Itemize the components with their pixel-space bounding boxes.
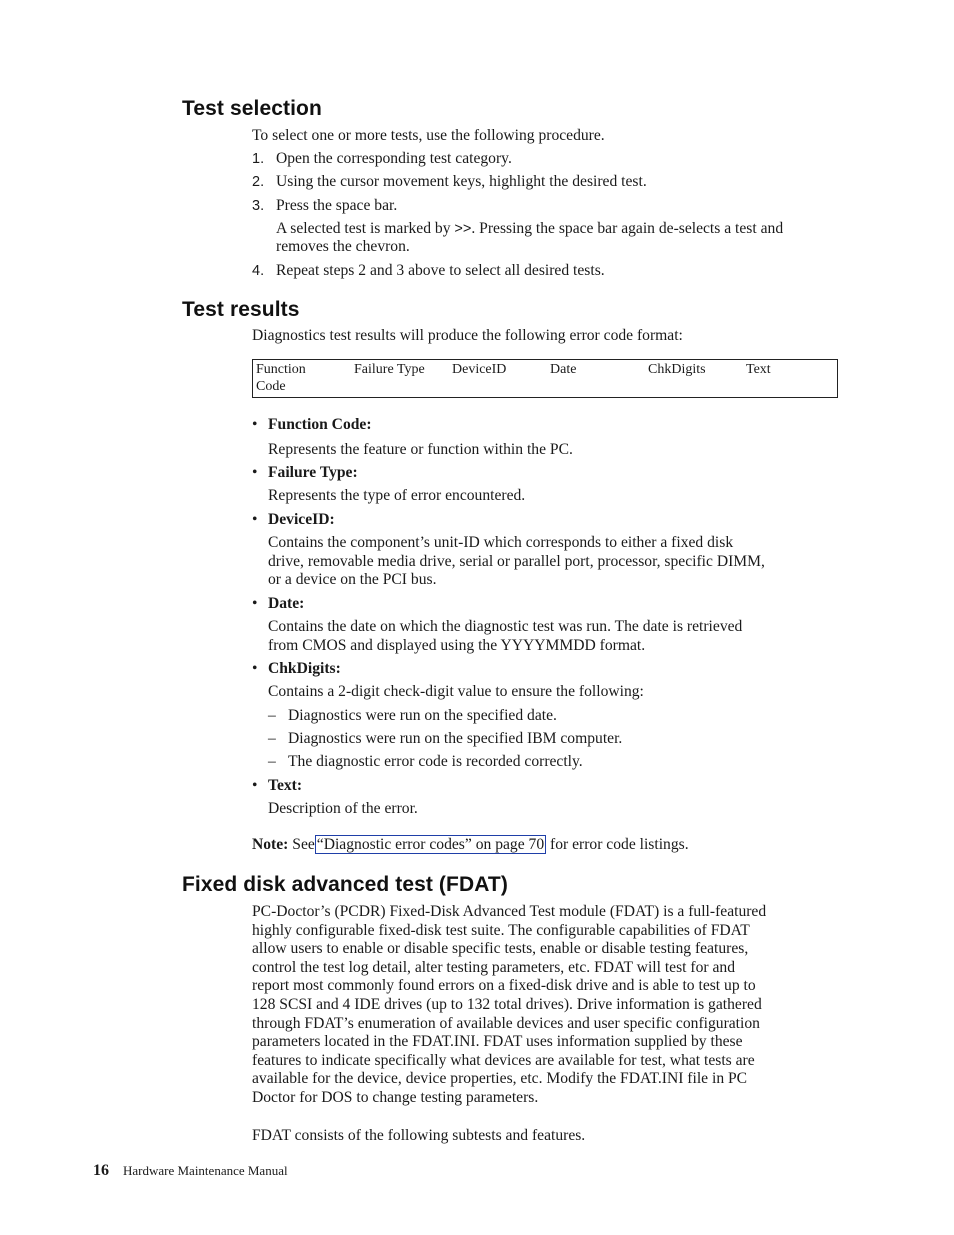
bullet-icon: • xyxy=(252,777,258,794)
desc-line: Contains the component’s unit-ID which corresponds to either a fixed disk xyxy=(268,534,734,551)
bullet-term: Date: xyxy=(268,595,305,612)
bullet-icon: • xyxy=(252,416,258,433)
test-selection-body xyxy=(252,127,832,285)
diagnostic-error-codes-link[interactable]: “Diagnostic error codes” on page 70 xyxy=(316,836,545,853)
fdat-paragraph xyxy=(252,903,832,1108)
bullet-desc xyxy=(268,534,833,590)
page-number: 16 xyxy=(93,1162,109,1179)
bullet-desc xyxy=(268,618,833,655)
heading-fdat: Fixed disk advanced test (FDAT) xyxy=(182,873,508,896)
step-text: Repeat steps 2 and 3 above to select all desired tests. xyxy=(276,261,605,279)
format-col-function-code xyxy=(256,361,306,395)
format-col-function-code-line2: Code xyxy=(256,379,286,394)
desc-line: from CMOS and displayed using the YYYYMMDD format. xyxy=(268,636,646,654)
bullet-icon: • xyxy=(252,595,258,612)
step-item xyxy=(252,173,832,192)
fdat-line: report most commonly found errors on a fixed-disk drive and is able to test up to xyxy=(252,977,756,995)
fdat-line: available for the device, device properties, etc. Modify the FDAT.INI file in PC xyxy=(252,1070,748,1088)
format-col-chkdigits: ChkDigits xyxy=(648,362,706,377)
page-footer xyxy=(93,1162,288,1180)
step-item xyxy=(252,150,832,169)
step-3-detail xyxy=(276,220,832,257)
fdat-line: features to indicate specifically what devices are available for test, what tests are xyxy=(252,1051,755,1069)
dash-text: Diagnostics were run on the specified IBM computer. xyxy=(288,730,623,747)
step-3-detail-end: . Pressing the space bar again de-selects a test and removes the chevron. xyxy=(276,219,784,256)
fdat-line: highly configurable fixed-disk test suite. The configurable capabilities of FDAT xyxy=(252,921,750,939)
bullet-desc: Description of the error. xyxy=(268,800,418,817)
dash-icon: – xyxy=(268,753,276,770)
heading-test-results: Test results xyxy=(182,298,300,321)
desc-line: Contains the date on which the diagnostic test was run. The date is retrieved xyxy=(268,618,743,635)
test-selection-intro: To select one or more tests, use the following procedure. xyxy=(252,127,605,144)
dash-text: The diagnostic error code is recorded correctly. xyxy=(288,753,583,770)
bullet-term: Text: xyxy=(268,777,303,794)
bullet-icon: • xyxy=(252,511,258,528)
step-number: 2. xyxy=(252,174,265,191)
fdat-paragraph-2: FDAT consists of the following subtests and features. xyxy=(252,1127,586,1144)
bullet-term: Function Code: xyxy=(268,416,372,433)
bullet-icon: • xyxy=(252,464,258,481)
test-results-intro: Diagnostics test results will produce the following error code format: xyxy=(252,327,683,344)
fdat-line: through FDAT’s enumeration of available devices and user specific configuration xyxy=(252,1014,760,1032)
format-col-text: Text xyxy=(746,362,771,377)
fdat-line: 128 SCSI and 4 IDE drives (up to 132 total drives). Drive information is gathered xyxy=(252,995,762,1013)
step-text: Open the corresponding test category. xyxy=(276,150,512,168)
bullet-term: ChkDigits: xyxy=(268,660,341,677)
step-number: 4. xyxy=(252,262,265,279)
bullet-icon: • xyxy=(252,660,258,677)
bullet-term: DeviceID: xyxy=(268,511,335,528)
step-item xyxy=(252,262,832,281)
note xyxy=(252,835,689,855)
footer-title: Hardware Maintenance Manual xyxy=(123,1163,288,1178)
step-text: Using the cursor movement keys, highlight the desired test. xyxy=(276,173,647,191)
step-3-detail-start: A selected test is marked by xyxy=(276,219,455,237)
dash-text: Diagnostics were run on the specified date. xyxy=(288,707,557,724)
step-number: 3. xyxy=(252,197,265,214)
step-item xyxy=(252,197,832,257)
step-number: 1. xyxy=(252,151,265,168)
error-code-format-box xyxy=(252,359,838,398)
fdat-line: control the test log detail, alter testing parameters, etc. FDAT will test for and xyxy=(252,958,735,976)
step-text: Press the space bar. xyxy=(276,196,398,214)
format-col-failure-type: Failure Type xyxy=(354,362,425,377)
format-col-function-code-line1: Function xyxy=(256,362,306,377)
heading-test-selection: Test selection xyxy=(182,97,322,120)
dash-icon: – xyxy=(268,707,276,724)
bullet-desc: Represents the feature or function within the PC. xyxy=(268,441,573,458)
dash-icon: – xyxy=(268,730,276,747)
note-pre: See xyxy=(292,836,315,853)
desc-line: or a device on the PCI bus. xyxy=(268,571,437,589)
fdat-line: PC-Doctor’s (PCDR) Fixed-Disk Advanced Test module (FDAT) is a full-featured xyxy=(252,903,767,920)
bullet-desc: Contains a 2-digit check-digit value to ensure the following: xyxy=(268,683,644,700)
desc-line: drive, removable media drive, serial or parallel port, processor, specific DIMM, xyxy=(268,552,765,570)
fdat-line: parameters located in the FDAT.INI. FDAT uses information supplied by these xyxy=(252,1033,743,1051)
note-label: Note: xyxy=(252,836,289,853)
step-list xyxy=(252,150,832,280)
format-col-date: Date xyxy=(550,362,577,377)
chevron-marker: >> xyxy=(454,220,472,237)
bullet-desc: Represents the type of error encountered. xyxy=(268,487,526,504)
fdat-line: Doctor for DOS to change testing parameters. xyxy=(252,1088,539,1106)
bullet-term: Failure Type: xyxy=(268,464,358,481)
fdat-line: allow users to enable or disable specific tests, enable or disable testing features, xyxy=(252,940,749,958)
format-col-deviceid: DeviceID xyxy=(452,362,507,377)
note-post: for error code listings. xyxy=(550,836,689,853)
